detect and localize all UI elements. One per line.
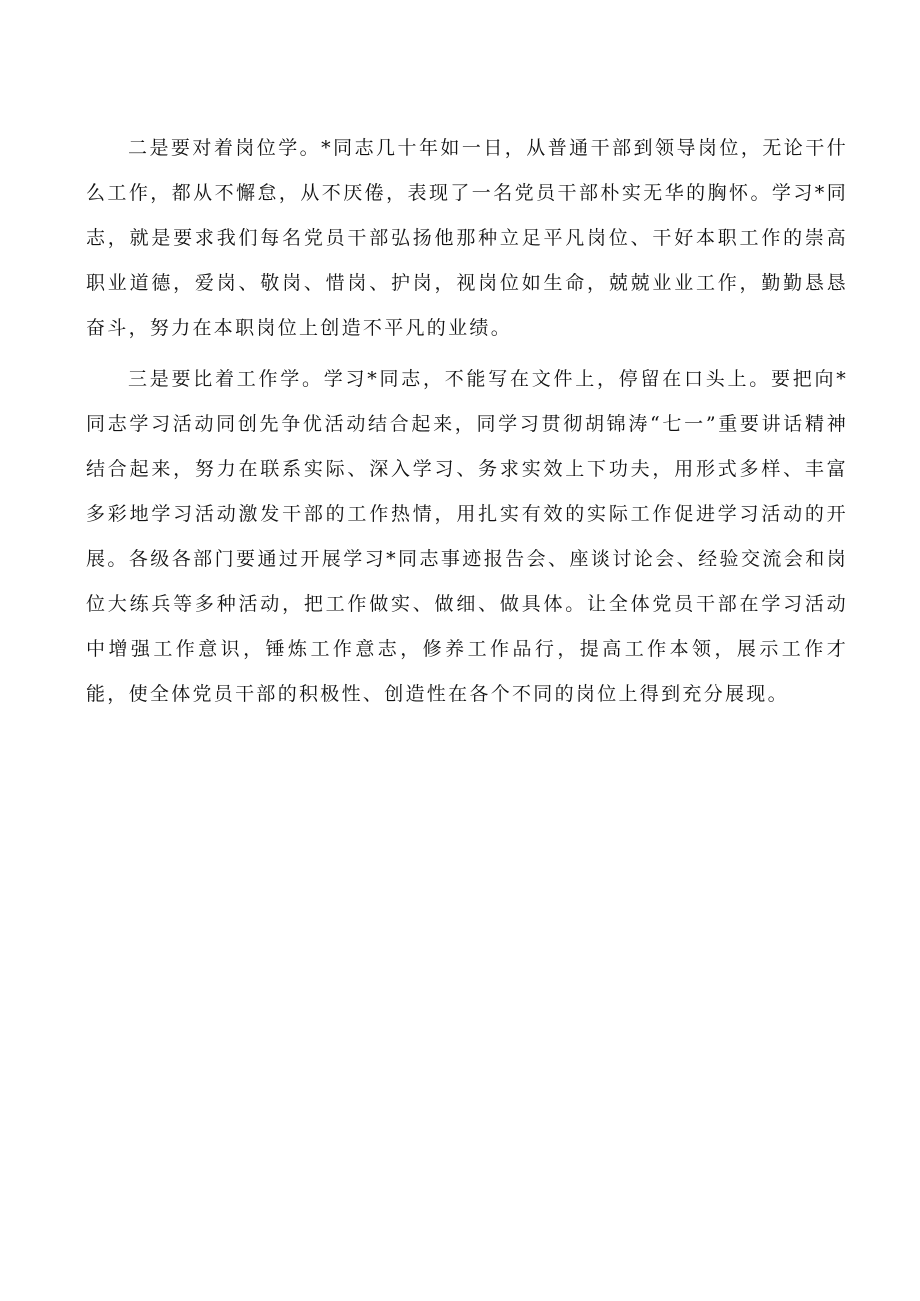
paragraph-third-point: 三是要比着工作学。学习*同志，不能写在文件上，停留在口头上。要把向*同志学习活动同创先争优活动结合起来，同学习贯彻胡锦涛“七一”重要讲话精神结合起来，努力在联系实际、深入学习、务求实效上下功夫，用形式多样、丰富多彩地学习活动激发干部的工作热情，用扎实有效的实际工作促进学习活动的开展。各级各部门要通过开展学习*同志事迹报告会、座谈讨论会、经验交流会和岗位大练兵等多种活动，把工作做实、做细、做具体。让全体党员干部在学习活动中增强工作意识，锤炼工作意志，修养工作品行，提高工作本领，展示工作才能，使全体党员干部的积极性、创造性在各个不同的岗位上得到充分展现。	[86, 368, 848, 705]
paragraph-second-point: 二是要对着岗位学。*同志几十年如一日，从普通干部到领导岗位，无论干什么工作，都从不懈怠，从不厌倦，表现了一名党员干部朴实无华的胸怀。学习*同志，就是要求我们每名党员干部弘扬他那种立足平凡岗位、干好本职工作的崇高职业道德，爱岗、敬岗、惜岗、护岗，视岗位如生命，兢兢业业工作，勤勤恳恳奋斗，努力在本职岗位上创造不平凡的业绩。	[86, 137, 848, 339]
document-body	[86, 126, 848, 717]
